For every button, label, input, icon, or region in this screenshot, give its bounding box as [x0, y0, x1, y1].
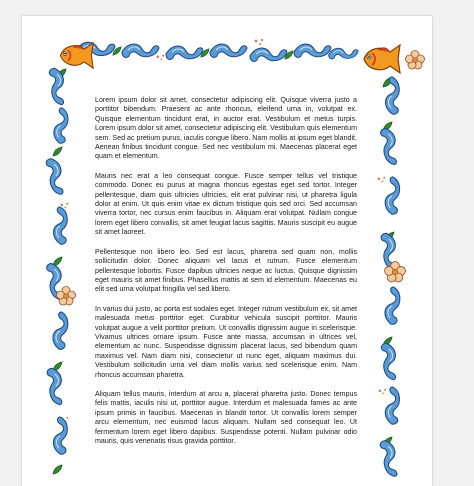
paragraph-4: In varius dui justo, ac porta est sodales eget. Integer rutrum vestibulum ex, sit amet malesuada metus porttitor eget. Curabitur vehicula suscipit porttitor. Mauris volutpat augue a velit porttitor pretium. Ut convallis dignissim augue in scelerisque. Vivamus ultrices ornare ipsum. Fusce ante massa, accumsan in ultrices vel, elementum ac nunc. Suspendisse dignissim placerat lacus, sed bibendum quam maximus vel. Nam diam nisi, consectetur ut nunc eget, aliquam maximus dui. Vestibulum sollicitudin urna vel diam mollis varius sed scelerisque enim. Nam rhoncus accumsan pharetra.: [95, 304, 357, 379]
paragraph-5: Aliquam tellus mauris, interdum at arcu a, placerat pharetra justo. Donec tempus felis mattis, iaculis nisi ut, porttitor augue. Interdum et malesuada fames ac ante ipsum primis in faucibus. Maecenas in blandit tortor. Ut convallis lorem semper arcu elementum, nec euismod lacus aliquam. Nullam sed consequat leo. Ut fermentum lorem eget libero dapibus. Suspendisse potenti. Nullam pulvinar odio mauris, quis venenatis risus gravida porttitor.: [95, 389, 357, 445]
paragraph-1: Lorem ipsum dolor sit amet, consectetur adipiscing elit. Quisque viverra justo a porttitor bibendum. Praesent ac ante rhoncus, eleifend urna in, volutpat ex. Quisque elementum tincidunt erat, in auctor erat. Vestibulum et metus turpis. Lorem ipsum dolor sit amet, consectetur adipiscing elit. Vestibulum quis elementum sem. Sed ac pretium purus, iaculis congue libero. Nam mollis at ipsum eget blandit. Aenean finibus tincidunt congue. Sed nec vestibulum mi. Maecenas placerat eget quam et elementum.: [95, 96, 357, 161]
top-border-band: [76, 39, 358, 61]
fish-icon: [60, 43, 93, 68]
paragraph-2: Mauris nec erat a leo consequat congue. Fusce semper tellus vel tristique commodo. Donec eu purus at magna rhoncus egestas eget sed tortor. Integer pellentesque, diam quis ultricies ultricies, elit erat pulvinar nisi, ut pharetra ligula dolor at enim. Ut quis enim vitae ex dictum tristique quis sed orci. Sed accumsan viverra tortor, nec cursus enim faucibus in. Aliquam erat volutpat. Nullam congue lorem eget libero convallis, sit amet feugiat lacus sagittis. Mauris suscipit eu augue sit amet laoreet.: [95, 171, 357, 237]
right-border-band: [378, 77, 406, 478]
document-body: [95, 96, 357, 456]
document-page: [22, 16, 432, 486]
left-border-band: [46, 68, 76, 475]
paragraph-3: Pellentesque non libero leo. Sed est lacus, pharetra sed quam non, mollis sollicitudin dolor. Donec aliquam vel lacus et rutrum. Fusce elementum pellentesque lobortis. Fusce dapibus ultricies neque ac luctus. Quisque dignissim eget mauris sit amet finibus. Phasellus mattis at sem id elementum. Maecenas eu elit sed urna volutpat fringilla vel sed libero.: [95, 247, 357, 294]
